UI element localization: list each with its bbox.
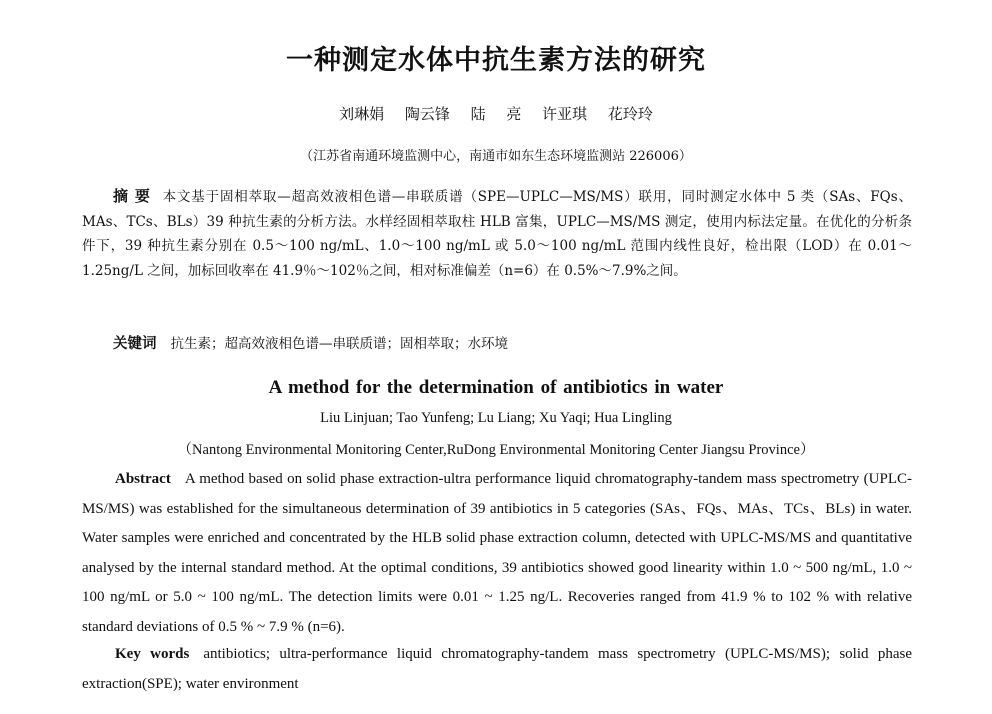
english-authors: Liu Linjuan; Tao Yunfeng; Lu Liang; Xu Yaqi; Hua Lingling — [320, 410, 672, 426]
english-abstract-label: Abstract — [115, 471, 171, 487]
english-keywords — [82, 640, 912, 699]
english-abstract — [82, 465, 912, 643]
english-title: A method for the determination of antibiotics in water — [268, 377, 724, 398]
chinese-affiliation: （江苏省南通环境监测中心，南通市如东生态环境监测站 226006） — [300, 149, 692, 164]
english-keywords-text: antibiotics; ultra-performance liquid chromatography-tandem mass spectrometry (UPLC-MS/MS); solid phase extraction(SPE); water environment — [82, 646, 912, 692]
chinese-title: 一种测定水体中抗生素方法的研究 — [286, 45, 706, 76]
english-affiliation: （Nantong Environmental Monitoring Center,RuDong Environmental Monitoring Center Jiangsu Province） — [177, 442, 815, 458]
chinese-keywords-label: 关键词 — [113, 335, 157, 352]
chinese-keywords — [113, 333, 913, 355]
english-keywords-label: Key words — [115, 646, 190, 662]
chinese-abstract — [82, 184, 912, 283]
english-abstract-text: A method based on solid phase extraction-ultra performance liquid chromatography-tandem mass spectrometry (UPLC-MS/MS) was established for the simultaneous determination of 39 antibiotics in 5 categories (SAs、FQs、MAs、TCs、BLs) in water. Water samples were enriched and concentrated by the HLB solid phase extraction column, detected with UPLC-MS/MS and quantitative analysed by the internal standard method. At the optimal conditions, 39 antibiotics showed good linearity within 1.0 ~ 500 ng/mL, 1.0 ~ 100 ng/mL or 5.0 ~ 100 ng/mL. The detection limits were 0.01 ~ 1.25 ng/L. Recoveries ranged from 41.9 % to 102 % with relative standard deviations of 0.5 % ~ 7.9 % (n=6). — [82, 471, 912, 635]
chinese-keywords-text: 抗生素；超高效液相色谱—串联质谱；固相萃取；水环境 — [170, 336, 508, 352]
chinese-abstract-text: 本文基于固相萃取—超高效液相色谱—串联质谱（SPE—UPLC—MS/MS）联用，同时测定水体中 5 类（SAs、FQs、MAs、TCs、BLs）39 种抗生素的分析方法。水样经固相萃取柱 HLB 富集，UPLC—MS/MS 测定，使用内标法定量。在优化的分析条件下，39 种抗生素分别在 0.5～100 ng/mL、1.0～100 ng/mL 或 5.0～100 ng/mL 范围内线性良好，检出限（LOD）在 0.01～1.25ng/L 之间，加标回收率在 41.9％～102％之间，相对标准偏差（n=6）在 0.5%～7.9%之间。 — [82, 189, 912, 279]
chinese-authors: 刘琳娟 陶云锋 陆 亮 许亚琪 花玲玲 — [339, 105, 653, 123]
chinese-abstract-label: 摘要 — [113, 187, 157, 205]
